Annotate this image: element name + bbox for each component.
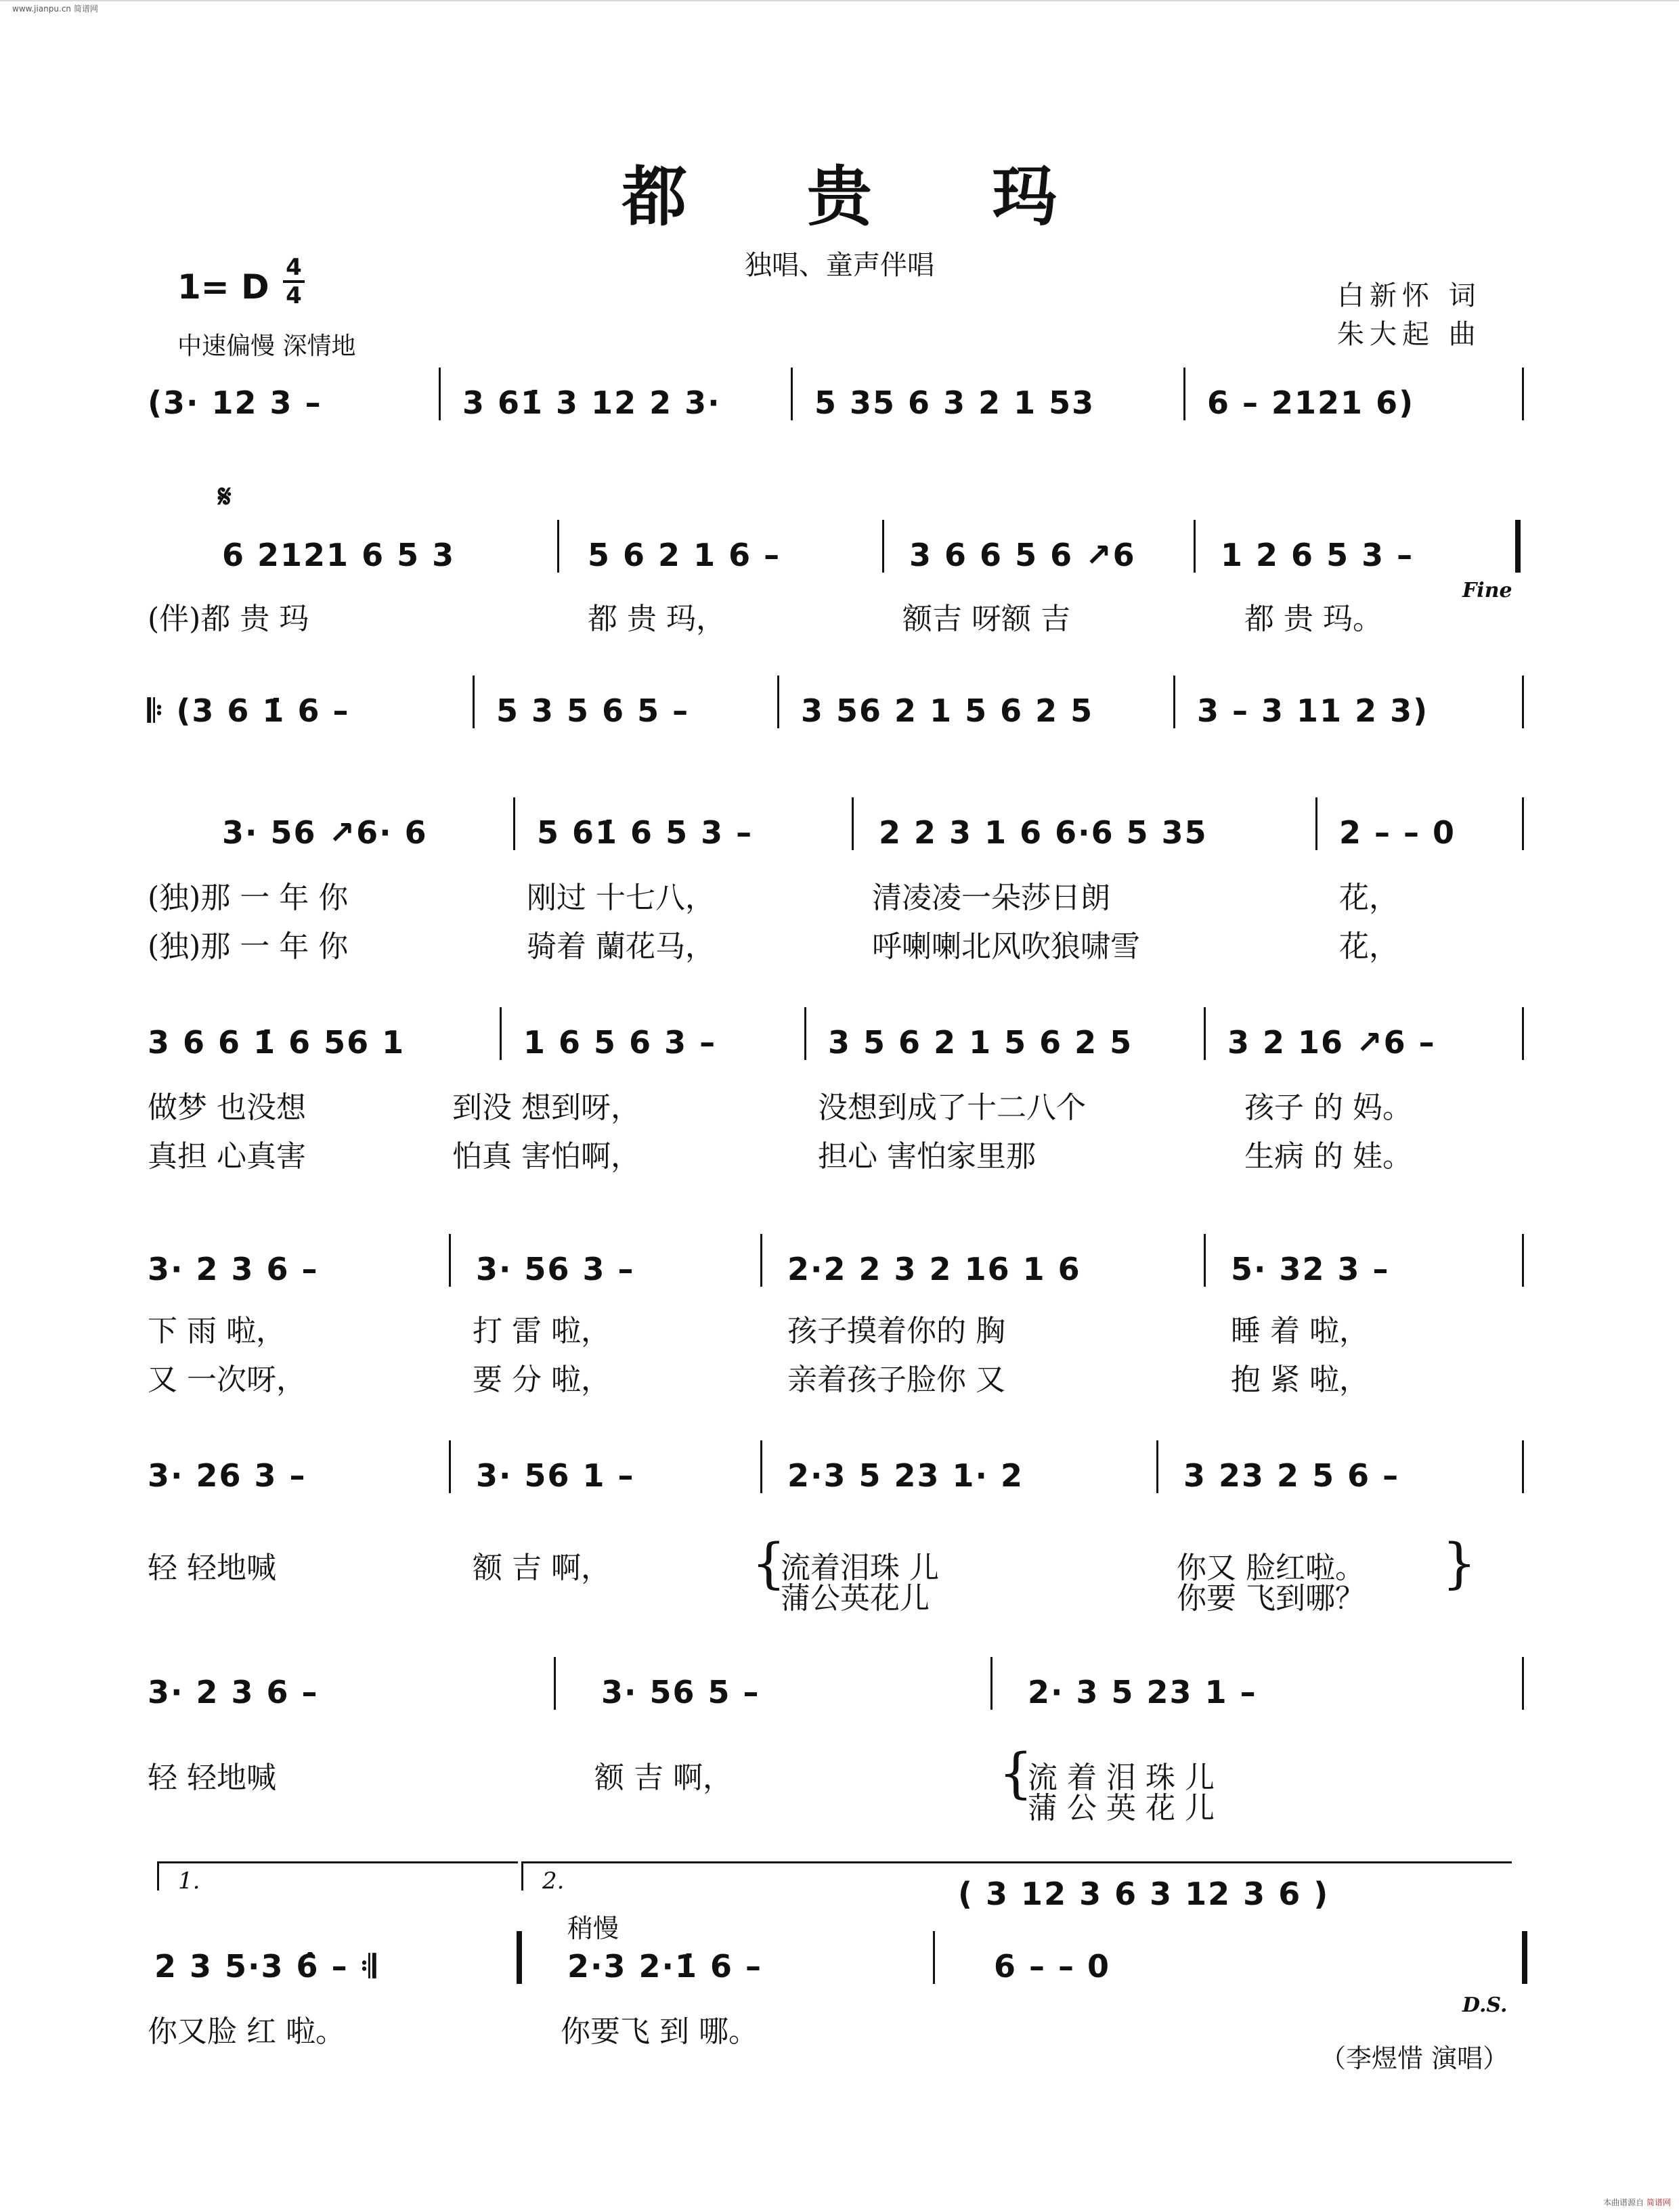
measure: 3 – 3 11 2 3) — [1197, 692, 1429, 729]
measure: 6 – – 0 — [994, 1948, 1111, 1985]
measure: 3 23 2 5 6 – — [1183, 1457, 1400, 1494]
lyric-row — [148, 1784, 1529, 1824]
accompaniment-line: ( 3 12 3 6 3 12 3 6 ) — [958, 1876, 1330, 1912]
measure: 6 – 2121 6) — [1207, 384, 1415, 421]
lyric: 又 一次呀， — [148, 1363, 306, 1397]
lyric: 都 贵 玛， — [588, 602, 726, 636]
segno-sign: 𝄋 — [218, 478, 232, 514]
measure: 2 2 3 1 6 6·6 5 35 — [879, 814, 1208, 851]
barline — [791, 368, 793, 420]
barline — [1204, 1234, 1206, 1287]
score-row-3 — [148, 690, 1529, 738]
measure: 3· 56 3 – — [476, 1251, 635, 1287]
tempo-marking: 中速偏慢 深情地 — [177, 332, 356, 360]
composer-credit: 朱大起 曲 — [1337, 319, 1481, 350]
measure: 2 – – 0 — [1339, 814, 1456, 851]
measure: 2·3 2·1̇ 6 – — [567, 1948, 763, 1985]
lyric: 睡 着 啦， — [1231, 1314, 1369, 1348]
lyric-row — [148, 1132, 1529, 1172]
measure: 3 6 6 1̇ 6 56 1 — [148, 1024, 406, 1061]
measure: 6 2121 6 5 3 — [222, 537, 456, 573]
score-row-7 — [148, 1455, 1529, 1503]
barline — [1522, 368, 1524, 420]
barline — [760, 1440, 762, 1493]
measure: 2·2 2 3 2 16 1 6 — [787, 1251, 1081, 1287]
barline — [1204, 1007, 1206, 1060]
score-row-5 — [148, 1022, 1529, 1069]
lyric: (伴)都 贵 玛 — [148, 602, 309, 636]
measure: (3· 12 3 – — [148, 384, 322, 421]
lyric: 轻 轻地喊 — [148, 1551, 276, 1585]
barline — [1183, 368, 1185, 420]
barline — [1194, 520, 1196, 573]
measure: 3 5 6 2 1 5 6 2 5 — [828, 1024, 1133, 1061]
barline — [1522, 676, 1524, 728]
score-row-9 — [148, 1946, 1529, 1993]
lyric: (独)那 一 年 你 — [148, 881, 349, 915]
score-row-8 — [148, 1672, 1529, 1719]
volta-2-label: 2. — [542, 1867, 565, 1895]
barline — [933, 1931, 935, 1984]
time-signature — [283, 256, 305, 307]
left-brace: { — [999, 1742, 1033, 1805]
lyric-row — [148, 1574, 1529, 1614]
lyric: 做梦 也没想 — [148, 1090, 306, 1125]
lyric: 生病 的 娃。 — [1244, 1139, 1412, 1174]
barline — [1522, 797, 1524, 850]
measure: 3 61̇ 3 12 2 3· — [462, 384, 721, 421]
measure: 3· 26 3 – — [148, 1457, 307, 1494]
barline — [1522, 1234, 1524, 1287]
lyric: 流 着 泪 珠 儿 — [1028, 1761, 1215, 1795]
lyric: 清凌凌一朵莎日朗 — [872, 881, 1110, 915]
barline — [852, 797, 854, 850]
lyric: 孩子摸着你的 胸 — [787, 1314, 1005, 1348]
lyric-row — [148, 594, 1529, 635]
measure: 2 3 5·3 6̂ – 𝄇 — [154, 1948, 377, 1985]
lyric-row — [148, 922, 1529, 963]
barline — [760, 1234, 762, 1287]
lyric: 你要飞 到 哪。 — [561, 2014, 758, 2049]
lyric: 都 贵 玛。 — [1244, 602, 1382, 636]
time-signature-bottom: 4 — [286, 282, 302, 309]
lyric: 骑着 蘭花马， — [527, 929, 715, 964]
lyric: 抱 紧 啦， — [1231, 1363, 1369, 1397]
measure: 𝄆 (3 6 1̇ 6 – — [148, 692, 350, 729]
measure: 5 6 2 1 6 – — [588, 537, 781, 573]
song-subtitle: 独唱、童声伴唱 — [745, 250, 934, 281]
footer-left: 本曲谱源自 — [1603, 2198, 1644, 2207]
lyric: 你要 飞到哪？ — [1177, 1581, 1365, 1616]
lyric: 孩子 的 妈。 — [1244, 1090, 1412, 1125]
lyric: 花， — [1339, 881, 1399, 915]
barline — [1522, 1007, 1524, 1060]
barline — [882, 520, 884, 573]
score-row-1 — [148, 382, 1529, 430]
lyric: 亲着孩子脸你 又 — [787, 1363, 1005, 1397]
lyric: 你又 脸红啦。 — [1177, 1551, 1365, 1585]
measure: 5 3 5 6 5 – — [496, 692, 690, 729]
barline — [557, 520, 559, 573]
measure: 3 6 6 5 6 ↗6 — [909, 537, 1136, 573]
measure: 5 61̇ 6 5 3 – — [537, 814, 754, 851]
lyric: 额吉 呀额 吉 — [902, 602, 1070, 636]
measure: 5· 32 3 – — [1231, 1251, 1390, 1287]
barline — [554, 1657, 556, 1710]
left-brace: { — [751, 1532, 786, 1595]
performer-credit: （李煜惜 演唱） — [1320, 2043, 1509, 2073]
measure: 2·3 5 23 1· 2 — [787, 1457, 1024, 1494]
repeat-barline — [517, 1931, 522, 1984]
barline — [439, 368, 441, 420]
barline — [513, 797, 515, 850]
lyric: 花， — [1339, 929, 1399, 964]
barline — [777, 676, 779, 728]
volta-1-label: 1. — [178, 1867, 200, 1895]
barline — [1522, 1657, 1524, 1710]
right-brace: } — [1442, 1532, 1477, 1595]
lyric: 真担 心真害 — [148, 1139, 306, 1174]
measure: 3· 2 3 6 – — [148, 1251, 319, 1287]
barline — [1173, 676, 1175, 728]
site-footer — [1603, 2196, 1671, 2208]
measure: 1 2 6 5 3 – — [1221, 537, 1414, 573]
measure: 1 6 5 6 3 – — [523, 1024, 717, 1061]
measure: 5 35 6 3 2 1 53 — [814, 384, 1095, 421]
lyric: (独)那 一 年 你 — [148, 929, 349, 964]
lyric: 打 雷 啦， — [473, 1314, 611, 1348]
measure: 3· 56 5 – — [601, 1674, 760, 1710]
lyric-row — [148, 1306, 1529, 1347]
lyricist-credit: 白新怀 词 — [1337, 280, 1481, 311]
fine-marking: Fine — [1462, 579, 1512, 602]
lyric-row — [148, 1083, 1529, 1124]
lyric: 额 吉 啊， — [594, 1761, 733, 1795]
top-border — [0, 0, 1679, 1]
measure: 3· 56 1 – — [476, 1457, 635, 1494]
lyric: 蒲 公 英 花 儿 — [1028, 1791, 1215, 1826]
measure: 2· 3 5 23 1 – — [1028, 1674, 1257, 1710]
lyric: 没想到成了十二八个 — [818, 1090, 1086, 1125]
tempo-slower: 稍慢 — [567, 1914, 619, 1943]
barline — [473, 676, 475, 728]
ds-marking: D.S. — [1462, 1993, 1508, 2017]
lyric: 轻 轻地喊 — [148, 1761, 276, 1795]
barline — [990, 1657, 993, 1710]
lyric: 担心 害怕家里那 — [818, 1139, 1036, 1174]
lyric: 你又脸 红 啦。 — [148, 2014, 345, 2049]
score-row-2 — [148, 535, 1529, 582]
lyric: 呼喇喇北风吹狼啸雪 — [872, 929, 1140, 964]
barline — [804, 1007, 806, 1060]
barline — [1315, 797, 1317, 850]
lyric: 要 分 啦， — [473, 1363, 611, 1397]
first-ending-bracket — [157, 1861, 518, 1895]
lyric: 刚过 十七八， — [527, 881, 715, 915]
measure: 3· 2 3 6 – — [148, 1674, 319, 1710]
lyric: 额 吉 啊， — [473, 1551, 611, 1585]
lyric: 下 雨 啦， — [148, 1314, 286, 1348]
song-title: 都 贵 玛 — [622, 158, 1106, 235]
lyric: 蒲公英花儿 — [781, 1581, 930, 1616]
score-row-6 — [148, 1249, 1529, 1296]
double-barline — [1515, 520, 1521, 573]
lyric: 流着泪珠 儿 — [781, 1551, 939, 1585]
barline — [1156, 1440, 1158, 1493]
barline — [500, 1007, 502, 1060]
barline — [1522, 1440, 1524, 1493]
measure: 3 56 2 1 5 6 2 5 — [801, 692, 1094, 729]
lyric-row — [148, 1355, 1529, 1396]
score-row-4 — [148, 812, 1529, 860]
lyric: 怕真 害怕啊， — [452, 1139, 640, 1174]
measure: 3· 56 ↗6· 6 — [222, 814, 428, 851]
site-header-text: www.jianpu.cn 简谱网 — [12, 4, 98, 14]
barline — [449, 1234, 451, 1287]
key-signature: 1= D — [177, 267, 269, 307]
final-barline — [1522, 1931, 1527, 1984]
barline — [449, 1440, 451, 1493]
lyric-row — [148, 873, 1529, 914]
measure: 3 2 16 ↗6 – — [1227, 1024, 1436, 1061]
lyric: 到没 想到呀， — [452, 1090, 640, 1125]
footer-right: 简谱网 — [1646, 2198, 1671, 2207]
time-signature-top: 4 — [286, 254, 302, 281]
